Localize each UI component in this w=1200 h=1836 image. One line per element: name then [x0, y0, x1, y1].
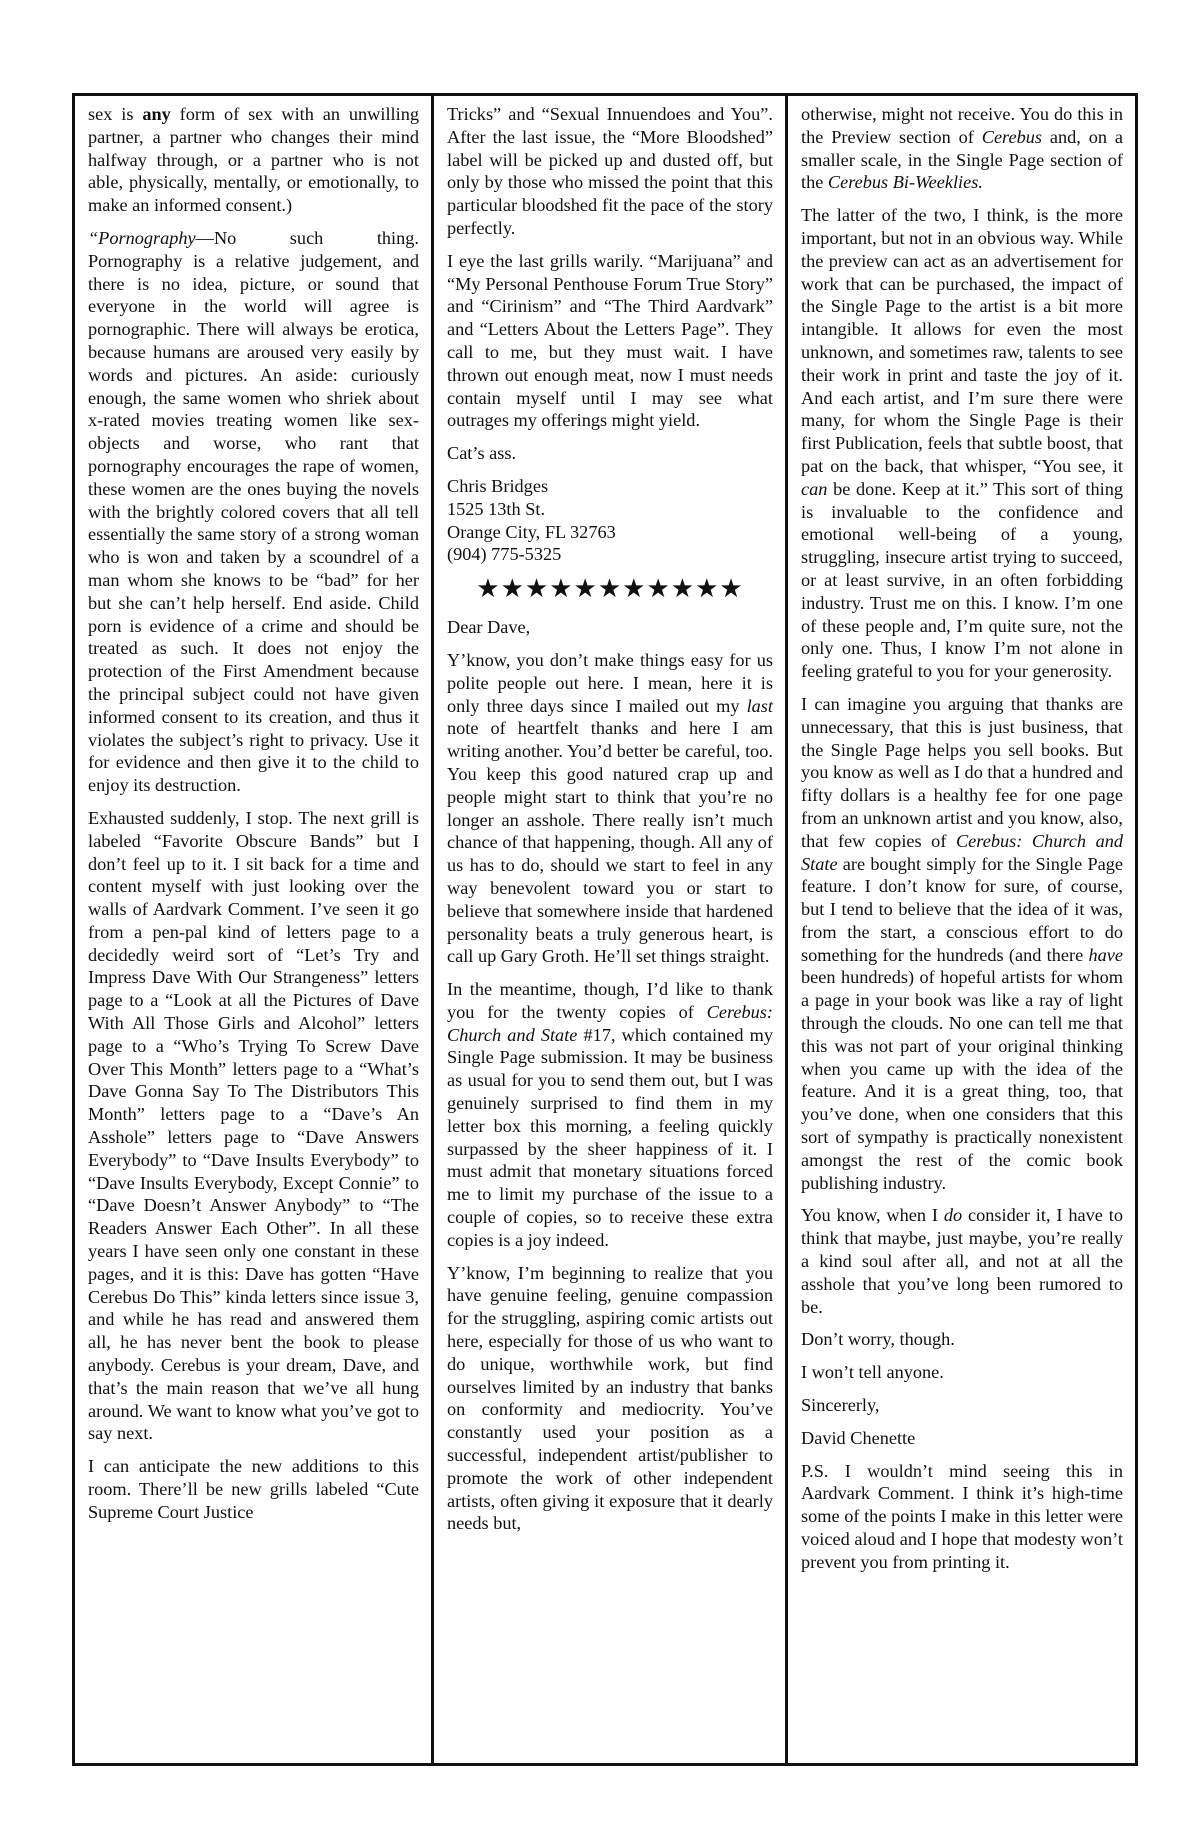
letter-paragraph: P.S. I wouldn’t mind seeing this in Aardvark Comment. I think it’s high-time some of the points I make in this letter were voiced aloud and I hope that modesty won’t prevent you from printing it. — [801, 1460, 1123, 1572]
letter-paragraph: Tricks” and “Sexual Innuendoes and You”. After the last issue, the “More Bloodshed” label will be picked up and dusted off, but only by those who missed the point that this particular bloodshed fit the pace of the story perfectly. — [447, 104, 773, 238]
text-column-middle — [434, 96, 788, 1763]
letter-paragraph: I won’t tell anyone. — [801, 1362, 944, 1383]
letter-paragraph: The latter of the two, I think, is the more important, but not in an obvious way. While the preview can act as an advertisement for work that can be purchased, the impact of the Single Page to the artist is a bit more intangible. It allows for even the most unknown, and sometimes raw, talents to see their work in print and taste the joy of it. And each artist, and I’m sure there were many, for whom the Single Page is their first Publication, feels that subtle boost, that pat on the back, that whisper, “You see, it can be done. Keep at it.” This sort of thing is invaluable to the confidence and emotional well-being of a young, struggling, insecure artist trying to succeed, or at least survive, in an often forbidding industry. Trust me on this. I know. I’m one of these people and, I’m quite sure, not the only one. Thus, I know I’m not alone in feeling grateful to you for your generosity. — [801, 205, 1123, 682]
letter-paragraph: Don’t worry, though. — [801, 1329, 955, 1350]
text-column-left — [75, 96, 434, 1763]
text-column-right — [788, 96, 1135, 1763]
letter-paragraph: (904) 775-5325 — [447, 544, 562, 565]
letter-paragraph: You know, when I do consider it, I have to think that maybe, just maybe, you’re really a kind soul after all, and not at all the asshole that you’ve long been rumored to be. — [801, 1205, 1123, 1317]
letter-paragraph: “Pornography—No such thing. Pornography is a relative judgement, and there is no idea, picture, or sound that everyone in the world will agree is pornographic. There will always be erotica, because humans are aroused very easily by words and pictures. An aside: curiously enough, the same women who shriek about x-rated movies treating women like sex-objects and worse, who rant that pornography encourages the rape of women, these women are the ones buying the novels with the brightly colored covers that all tell essentially the same story of a strong woman who is won and taken by a scoundrel of a man whom she knows to be “bad” for her but she can’t help herself. End aside. Child porn is evidence of a crime and should be treated as such. It does not enjoy the protection of the First Amendment because the principal subject could not have given informed consent to its creation, and thus it violates the subject’s right to privacy. Use it for evidence and then give it to the child to enjoy its destruction. — [88, 227, 419, 796]
letter-paragraph: Dear Dave, — [447, 617, 531, 638]
letter-paragraph: 1525 13th St. — [447, 498, 546, 519]
letter-paragraph: Cat’s ass. — [447, 443, 517, 464]
letter-paragraph: otherwise, might not receive. You do this in the Preview section of Cerebus and, on a smaller scale, in the Single Page section of the Cerebus Bi-Weeklies. — [801, 104, 1123, 193]
section-divider-stars: ★★★★★★★★★★★ — [476, 574, 744, 604]
letter-paragraph: Orange City, FL 32763 — [447, 521, 616, 542]
letter-paragraph: In the meantime, though, I’d like to thank you for the twenty copies of Cerebus: Church and State #17, which contained my Single Page submission. It may be business as usual for you to send them out, but I was genuinely surprised to find them in my letter box this morning, a feeling quickly surpassed by the sheer happiness of it. I must admit that monetary situations forced me to limit my purchase of the issue to a couple of copies, so to receive these extra copies is a joy indeed. — [447, 979, 774, 1250]
letter-paragraph: Sincererly, — [801, 1395, 880, 1416]
letter-paragraph: I eye the last grills warily. “Marijuana” and “My Personal Penthouse Forum True Story” and “Cirinism” and “The Third Aardvark” and “Letters About the Letters Page”. They call to me, but they must wait. I have thrown out enough meat, now I must needs contain myself until I may see what outrages my offerings might yield. — [447, 250, 773, 431]
letters-page-frame — [72, 93, 1138, 1766]
letter-paragraph: David Chenette — [801, 1427, 916, 1448]
letter-paragraph: Exhausted suddenly, I stop. The next grill is labeled “Favorite Obscure Bands” but I don’t feel up to it. I sit back for a time and content myself with just looking over the walls of Aardvark Comment. I’ve seen it go from a pen-pal kind of letters page to a decidedly weird sort of “Let’s Try and Impress Dave With Our Strangeness” letters page to a “Look at all the Pictures of Dave With All Those Girls and Alcohol” letters page to a “Who’s Trying To Screw Dave Over This Month” letters page to a “What’s Dave Gonna Say To The Distributors This Month” letters page to a “Dave’s An Asshole” letters page to “Dave Answers Everybody” to “Dave Insults Everybody” to “Dave Insults Everybody, Except Connie” to “Dave Doesn’t Answer Anybody” to “The Readers Answer Each Other”. In all these years I have seen only one constant in these pages, and it is this: Dave has gotten “Have Cerebus Do This” kinda letters since issue 3, and while he has read and answered them all, he has never bent the book to please anybody. Cerebus is your dream, Dave, and that’s the main reason that we’ve all hung around. We want to know what you’ve got to say next. — [88, 807, 419, 1444]
letter-paragraph: I can anticipate the new additions to this room. There’ll be new grills labeled “Cute Supreme Court Justice — [88, 1456, 419, 1522]
letter-paragraph: I can imagine you arguing that thanks are unnecessary, that this is just business, that the Single Page helps you sell books. But you know as well as I do that a hundred and fifty dollars is a healthy fee for one page from an unknown artist and you know, also, that few copies of Cerebus: Church and State are bought simply for the Single Page feature. I don’t know for sure, of course, but I tend to believe that the idea of it was, from the start, a conscious effort to do something for the hundreds (and there have been hundreds) of hopeful artists for whom a page in your book was like a ray of light through the clouds. No one can tell me that this was not part of your original thinking when you came up with the idea of the feature. And it is a great thing, too, that you’ve done, when one considers that this sort of sympathy is practically nonexistent amongst the rest of the comic book publishing industry. — [801, 693, 1124, 1193]
letter-paragraph: sex is any form of sex with an unwilling partner, a partner who changes their mind halfway through, or a partner who is not able, physically, mentally, or emotionally, to make an informed consent.) — [88, 104, 419, 216]
letter-paragraph: Y’know, you don’t make things easy for us polite people out here. I mean, here it is only three days since I mailed out my last note of heartfelt thanks and here I am writing another. You’d better be careful, too. You keep this good natured crap up and people might start to think that you’re no longer an asshole. There really isn’t much chance of that happening, though. All any of us has to do, should we start to feel in any way benevolent toward you or start to believe that somewhere inside that hardened personality beats a truly generous heart, is call up Gary Groth. He’ll set things straight. — [447, 649, 773, 967]
letter-paragraph: Chris Bridges — [447, 475, 549, 496]
letter-paragraph: Y’know, I’m beginning to realize that you have genuine feeling, genuine compassion for the struggling, aspiring comic artists out here, especially for those of us who want to do unique, worthwhile work, but find ourselves limited by an industry that banks on conformity and mediocrity. You’ve constantly used your position as a successful, independent artist/publisher to promote the work of other independent artists, often giving it exposure that it dearly needs but, — [447, 1262, 773, 1534]
